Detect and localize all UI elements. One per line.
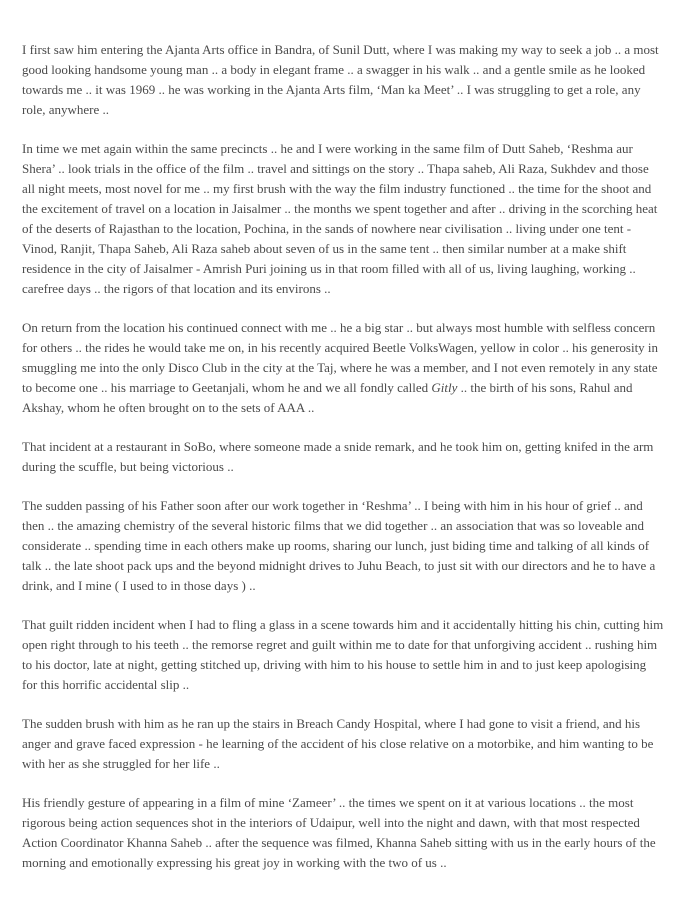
paragraph-return-from-location bbox=[22, 318, 664, 418]
paragraph-restaurant-incident: That incident at a restaurant in SoBo, where someone made a snide remark, and he took him on, getting knifed in the arm during the scuffle, but being victorious .. bbox=[22, 439, 654, 474]
article-body bbox=[22, 40, 664, 892]
bottom-fade bbox=[0, 907, 682, 919]
return-text-end: .. the birth of his sons, Rahul and Akshay, whom he often brought on to the sets of AAA .. bbox=[22, 380, 633, 415]
paragraph-first-meeting: I first saw him entering the Ajanta Arts office in Bandra, of Sunil Dutt, where I was making my way to seek a job .. a most good looking handsome young man .. a body in elegant frame .. a swagger in his walk .. and a gentle smile as he looked towards me .. it was 1969 .. he was working in the Ajanta Arts film, ‘Man ka Meet’ .. I was struggling to get a role, any role, anywhere .. bbox=[22, 42, 659, 117]
paragraph-breach-candy: The sudden brush with him as he ran up the stairs in Breach Candy Hospital, where I had gone to visit a friend, and his anger and grave faced expression - he learning of the accident of his close relative on a motorbike, and him wanting to be with her as she struggled for her life .. bbox=[22, 716, 654, 771]
paragraph-fathers-passing: The sudden passing of his Father soon after our work together in ‘Reshma’ .. I being with him in his hour of grief .. and then .. the amazing chemistry of the several historic films that we did together .. an association that was so loveable and considerate .. spending time in each others make up rooms, sharing our lunch, just biding time and talking of all kinds of talk .. the late shoot pack ups and the beyond midnight drives to Juhu Beach, to just sit with our directors and he to have a drink, and I mine ( I used to in those days ) .. bbox=[22, 498, 656, 593]
paragraph-zameer: His friendly gesture of appearing in a film of mine ‘Zameer’ .. the times we spent on it at various locations .. the most rigorous being action sequences shot in the interiors of Udaipur, well into the night and dawn, with that most respected Action Coordinator Khanna Saheb .. after the sequence was filmed, Khanna Saheb sitting with us in the early hours of the morning and emotionally expressing his great joy in working with the two of us .. bbox=[22, 795, 656, 870]
paragraph-reshma-aur-shera: In time we met again within the same precincts .. he and I were working in the same film of Dutt Saheb, ‘Reshma aur Shera’ .. look trials in the office of the film .. travel and sittings on the story .. Thapa saheb, Ali Raza, Sukhdev and those all night meets, most novel for me .. my first brush with the way the film industry functioned .. the time for the shoot and the excitement of travel on a location in Jaisalmer .. the months we spent together and after .. driving in the scorching heat of the deserts of Rajasthan to the location, Pochina, in the sands of nowhere near civilisation .. living under one tent - Vinod, Ranjit, Thapa Saheb, Ali Raza saheb about seven of us in the same tent .. then similar number at a make shift residence in the city of Jaisalmer - Amrish Puri joining us in that room filled with all of us, living laughing, working .. carefree days .. the rigors of that location and its environs .. bbox=[22, 141, 658, 296]
nickname-italic: Gitly bbox=[431, 380, 458, 395]
paragraph-glass-incident: That guilt ridden incident when I had to fling a glass in a scene towards him and it accidentally hitting his chin, cutting him open right through to his teeth .. the remorse regret and guilt within me to date for that unforgiving accident .. rushing him to his doctor, late at night, getting stitched up, driving with him to his house to settle him in and to just keep apologising for this horrific accidental slip .. bbox=[22, 617, 664, 692]
return-text-start: On return from the location his continued connect with me .. he a big star .. but always most humble with selfless concern for others .. the rides he would take me on, in his recently acquired Beetle VolksWagen, yellow in color .. his generosity in smuggling me into the only Disco Club in the city at the Taj, where he was a member, and I not even remotely in any state to become one .. his marriage to Geetanjali, whom he and we all fondly called bbox=[22, 320, 659, 395]
